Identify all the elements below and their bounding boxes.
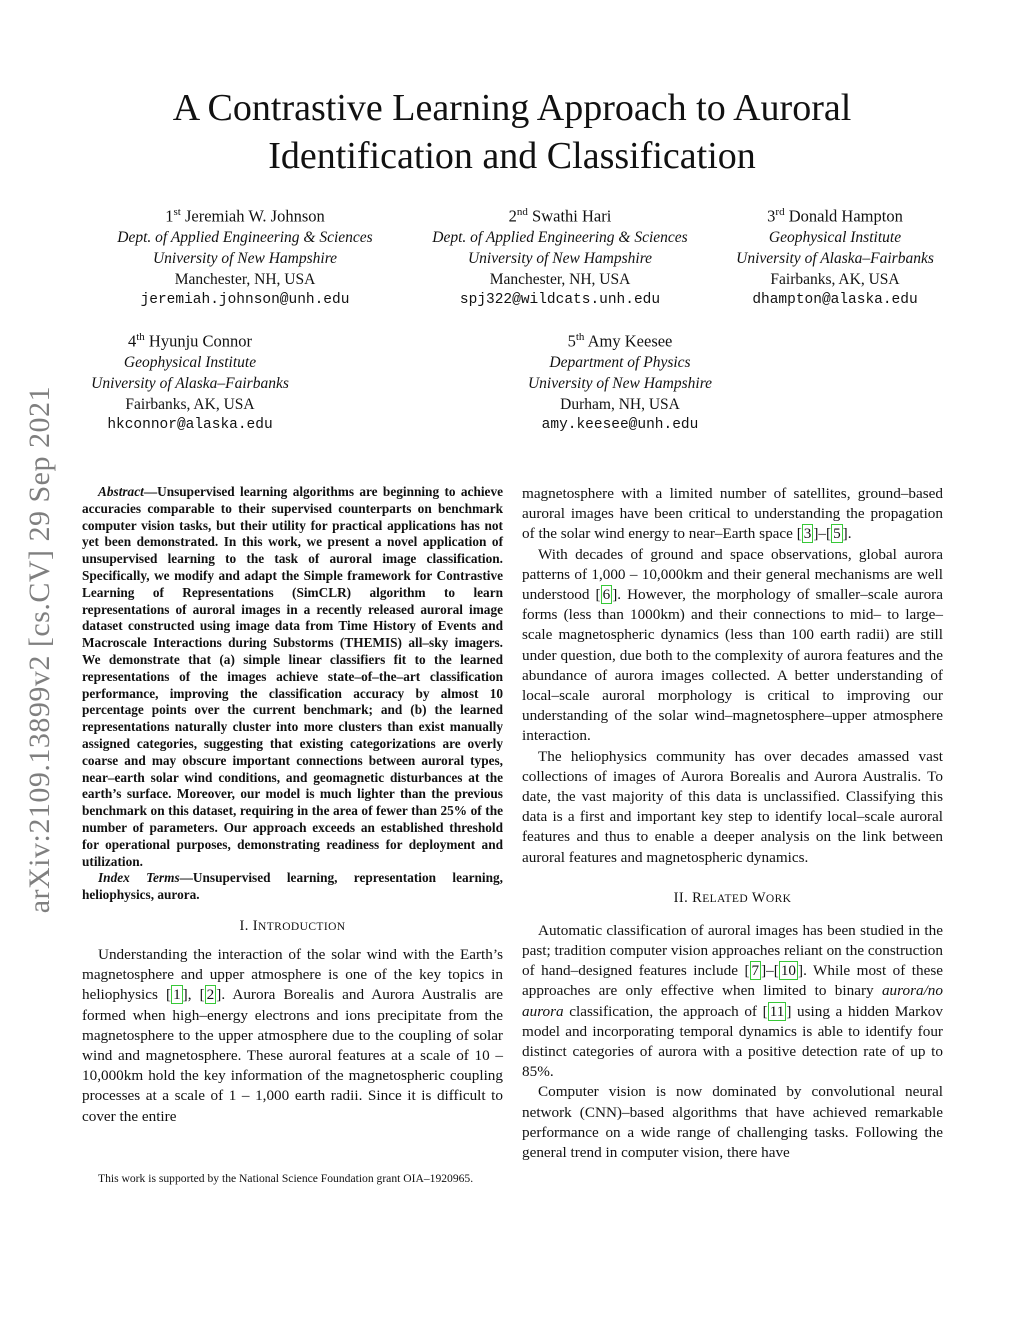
body-paragraph: Automatic classification of auroral images has been studied in the past; tradition computer vision approaches reliant on the construction of hand–designed features include [ 7 ]–[ 10 ]. While most of these approaches are only effective when limited to binary aurora/no aurora classification, the approach of [ 11 ] using a hidden Markov model and incorporating temporal dynamics is able to identify four distinct categories of aurora with a positive detection rate of up to 85%. (522, 921, 943, 1081)
author-university: University of Alaska–Fairbanks (736, 249, 934, 267)
body-paragraph: Computer vision is now dominated by convolutional neural network (CNN)–based algorithms that have achieved remarkable performance on a wide range of challenging tasks. Following the general trend in computer vision, there have (522, 1083, 943, 1162)
author-email[interactable]: jeremiah.johnson@unh.edu (140, 291, 350, 308)
author-name: 4th Hyunju Connor (127, 331, 253, 351)
author-name: 3rd Donald Hampton (767, 206, 903, 226)
citation-link[interactable]: 3 (803, 525, 812, 543)
index-terms-text: —Unsupervised learning, representation learning, heliophysics, aurora. (82, 870, 503, 903)
intro-paragraph: Understanding the interaction of the solar wind with the Earth’s magnetosphere and upper atmosphere is one of the key topics in heliophysics [ 1 ], [ 2 ]. Aurora Borealis and Aurora Australis are formed when high–energy electrons and ions precipitate from the magnetosphere to the upper atmosphere due to the coupling of solar wind and magnetosphere. These auroral features at a scale of 10 – 10,000km hold the key information of the magnetospheric coupling processes at a scale of 1 – 1,000 earth radii. Since it is difficult to cover the entire (82, 945, 503, 1125)
citation-link[interactable]: 1 (173, 986, 181, 1004)
citation-link[interactable]: 10 (780, 962, 796, 980)
abstract-text: —Unsupervised learning algorithms are beginning to achieve accuracies comparable to their supervised counterparts on benchmark computer vision tasks, but their utility for practical applications has not yet been demonstrated. In this work, we present a novel application of unsupervised learning to the task of auroral image classification. Specifically, we modify and adapt the Simple framework for Contrastive Learning of Representations (SimCLR) algorithm to learn representations of auroral images in a recently released auroral image dataset constructed using image data from Time History of Events and Macroscale Interactions during Substorms (THEMIS) all–sky imagers. We demonstrate that (a) simple linear classifiers fit to the learned representations of the images achieve state–of–the–art classification performance, improving the classification accuracy by almost 10 percentage points over the current benchmark; and (b) the learned representations naturally cluster into more clusters than exist manually assigned categories, suggesting that existing categorizations are overly coarse and may obscure important connections between auroral types, near–earth solar wind conditions, and geomagnetic disturbances at the earth’s surface. Moreover, our model is much lighter than the previous benchmark on this dataset, requiring in the area of fewer than 25% of the number of parameters. Our approach exceeds an established threshold for operational purposes, demonstrating readiness for deployment and utilization. (82, 484, 503, 869)
paper-title: A Contrastive Learning Approach to Auroral Identification and Classification (172, 87, 852, 177)
author-email[interactable]: spj322@wildcats.unh.edu (459, 291, 661, 308)
citation-link[interactable]: 7 (751, 962, 760, 980)
author-university: University of Alaska–Fairbanks (91, 374, 289, 392)
left-column (82, 484, 503, 1127)
body-paragraph: magnetosphere with a limited number of satellites, ground–based auroral images have been critical to understanding the propagation of the solar wind energy to near–Earth space [ 3 ]–[ 5 ]. (522, 485, 943, 543)
author-block-3 (720, 202, 950, 311)
author-dept: Geophysical Institute (123, 353, 257, 371)
author-email[interactable]: dhampton@alaska.edu (752, 291, 918, 308)
citation-link[interactable]: 6 (602, 586, 611, 604)
body-paragraph: With decades of ground and space observations, global aurora patterns of 1,000 – 10,000km and their general mechanisms are well understood [ 6 ]. However, the morphology of smaller–scale aurora forms (less than 1000km) and their connections to mid– to large–scale magnetospheric dynamics (less than 100 earth radii) are still under question, due both to the complexity of aurora features and the abundance of aurora images collected. A better understanding of local–scale auroral morphology is critical to improving our understanding of the solar wind–magnetosphere–upper atmosphere interaction. (522, 545, 943, 745)
author-location: Fairbanks, AK, USA (770, 270, 900, 288)
body-paragraph: The heliophysics community has over decades amassed vast collections of images of Aurora Borealis and Aurora Australis. To date, the vast majority of this data is unclassified. Classifying this data is a first and important key step to identify local–scale auroral features and thus to enable a deeper analysis on the link between auroral features and magnetospheric dynamics. (522, 747, 943, 866)
author-location: Manchester, NH, USA (489, 270, 631, 288)
author-name: 2nd Swathi Hari (508, 206, 612, 226)
author-block-1 (90, 202, 400, 311)
author-university: University of New Hampshire (527, 374, 713, 392)
author-university: University of New Hampshire (467, 249, 653, 267)
abstract-label: Abstract (98, 484, 144, 499)
right-column (522, 484, 943, 1163)
author-block-4 (70, 327, 310, 436)
author-dept: Geophysical Institute (768, 228, 902, 246)
section-heading-related-work: II. RELATED WORK (673, 889, 792, 906)
author-block-2 (405, 202, 715, 311)
author-dept: Dept. of Applied Engineering & Sciences (117, 228, 373, 246)
section-heading-introduction: I. INTRODUCTION (239, 917, 346, 934)
citation-link[interactable]: 11 (769, 1002, 785, 1020)
citation-link[interactable]: 2 (206, 986, 215, 1004)
arxiv-stamp: arXiv:2109.13899v2 [cs.CV] 29 Sep 2021 (23, 386, 56, 914)
author-university: University of New Hampshire (152, 249, 338, 267)
index-terms (82, 870, 503, 904)
author-location: Fairbanks, AK, USA (125, 395, 255, 413)
footnote: This work is supported by the National Science Foundation grant OIA–1920965. (98, 1172, 474, 1185)
index-terms-label: Index Terms (98, 870, 180, 886)
author-name: 5th Amy Keesee (567, 331, 673, 351)
author-dept: Department of Physics (549, 353, 691, 371)
author-location: Durham, NH, USA (560, 395, 680, 413)
author-location: Manchester, NH, USA (174, 270, 316, 288)
author-dept: Dept. of Applied Engineering & Sciences (432, 228, 688, 246)
author-block-5 (500, 327, 740, 436)
citation-link[interactable]: 5 (833, 525, 841, 543)
author-email[interactable]: amy.keesee@unh.edu (541, 416, 699, 433)
author-email[interactable]: hkconnor@alaska.edu (107, 416, 273, 433)
abstract (82, 484, 503, 870)
author-name: 1st Jeremiah W. Johnson (165, 206, 325, 226)
